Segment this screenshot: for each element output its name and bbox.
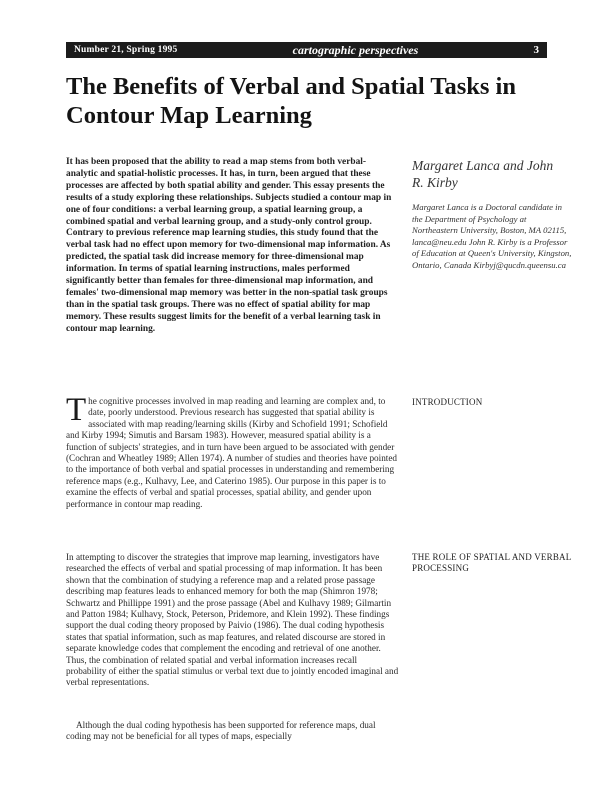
section-label-spatial-verbal: THE ROLE OF SPATIAL AND VERBAL PROCESSING bbox=[412, 552, 572, 573]
role-paragraph-2: Although the dual coding hypothesis has been supported for reference maps, dual coding may not be beneficial for all types of maps, especially bbox=[66, 720, 376, 742]
introduction-paragraph bbox=[66, 392, 399, 510]
article-title: The Benefits of Verbal and Spatial Tasks in Contour Map Learning bbox=[66, 73, 516, 129]
introduction-text: he cognitive processes involved in map reading and learning are complex and, to date, poorly understood. Previous research has suggested that spatial ability is associated with map reading/learning skills (Kirby and Schofield 1991; Schofield and Kirby 1994; Simutis and Barsam 1983). However, measured spatial ability is a function of subjects' strategies, and in turn have been argued to be associated with gender (Cochran and Wheatley 1989; Allen 1974). A number of studies and theories have pointed to the importance of both verbal and spatial processes in understanding and remembering reference maps (e.g., Kulhavy, Lee, and Caterino 1985). Our purpose in this paper is to examine the effects of verbal and spatial processes, spatial ability, and gender upon performance in contour map reading. bbox=[66, 396, 398, 509]
role-paragraph-1: In attempting to discover the strategies that improve map learning, investigators have researched the effects of verbal and spatial processing of map information. It has been shown that the combination of studying a reference map and a related prose passage describing map features leads to enhanced memory for both the map (Shimron 1978; Schwartz and Phillippe 1991) and the prose passage (Abel and Kulhavy 1989; Gilmartin and Patton 1984; Kulhavy, Stock, Peterson, Pridemore, and Klein 1992). These findings support the dual coding theory proposed by Paivio (1986). The dual coding hypothesis states that spatial information, such as map features, and related discourse are stored in separate knowledge codes that complement the encoding and retrieval of one another. Thus, the combination of related spatial and verbal information increases recall probability of either the spatial stimulus or verbal text due to jointly encoded imaginal and verbal representations. bbox=[66, 552, 399, 688]
author-names: Margaret Lanca and John R. Kirby bbox=[412, 158, 554, 190]
page-number: 3 bbox=[533, 44, 539, 56]
drop-cap: T bbox=[66, 392, 87, 428]
abstract: It has been proposed that the ability to read a map stems from both verbal-analytic and spatial-holistic processes. It has, in turn, been argued that these processes are affected by both spatial ability and gender. This essay presents the results of a study exploring these relationships. Subjects studied a contour map in one of four conditions: a verbal learning group, a spatial learning group, a combined spatial and verbal learning group, and a study-only control group. Contrary to previous reference map learning studies, this study found that the verbal task had no effect upon memory for two-dimensional map information. As predicted, the spatial task did increase memory for three-dimensional map information. In terms of spatial learning instructions, males performed significantly better than females for three-dimensional map information, and females' two-dimensional map memory was better in the non-spatial task groups than in the spatial task groups. There was no effect of spatial ability for map memory. These results suggest limits for the benefit of a verbal learning task in contour map learning. bbox=[66, 157, 392, 334]
author-affiliations: Margaret Lanca is a Doctoral candidate in the Department of Psychology at Northeastern University, Boston, MA 02115, lanca@neu.edu John R. Kirby is a Professor of Education at Queen's University, Kingston, Ontario, Canada Kirbyj@qucdn.queensu.ca bbox=[412, 202, 572, 270]
journal-name: cartographic perspectives bbox=[292, 42, 419, 57]
issue-label: Number 21, Spring 1995 bbox=[74, 45, 178, 55]
running-header bbox=[66, 42, 547, 58]
section-label-introduction: INTRODUCTION bbox=[412, 397, 483, 407]
